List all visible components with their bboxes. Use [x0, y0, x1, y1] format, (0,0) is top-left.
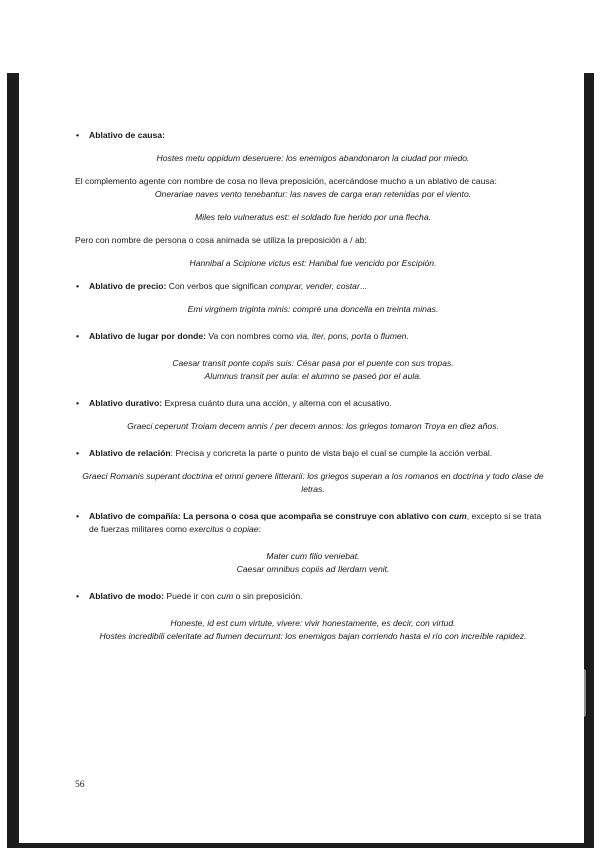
example-sentence: Hannibal a Scipione victus est: Hanibal fue vencido por Escipión.	[189, 258, 437, 268]
section-description: Va con nombres como	[205, 331, 297, 341]
section-description: .	[406, 331, 409, 341]
bullet-dot-icon: •	[76, 281, 80, 291]
section-description-italic: copiae	[233, 524, 259, 534]
viewer-left-edge	[7, 73, 19, 848]
section-description: o	[223, 524, 234, 534]
section-description-italic: cum	[449, 511, 467, 521]
section-description: Con verbos que significan	[166, 281, 271, 291]
body-paragraph: El complemento agente con nombre de cosa no lleva preposición, acercándose mucho a un ablativo de causa:	[75, 176, 497, 186]
section-description-italic: cum	[217, 591, 234, 601]
section-description: o	[371, 331, 381, 341]
bullet-dot-icon: •	[76, 331, 80, 341]
section-durativo	[75, 397, 551, 410]
page-content	[75, 129, 551, 643]
section-modo	[75, 590, 551, 603]
section-precio	[75, 280, 551, 293]
bullet-dot-icon: •	[76, 130, 80, 140]
section-relacion	[75, 447, 551, 460]
example-sentence: Hostes incredibili celeritate ad flumen decurrunt: los enemigos bajan corriendo hasta el río con increíble rapidez.	[99, 631, 527, 641]
example-sentence: Caesar omnibus copiis ad Ilerdam venit.	[236, 564, 390, 574]
section-description: La persona o cosa que acompaña se construye con ablativo con	[180, 511, 450, 521]
example-sentence: Alumnus transit per aula: el alumno se paseó por el aula.	[204, 371, 422, 381]
example-sentence: Honeste, id est cum virtute, vivere: vivir honestamente, es decir, con virtud.	[170, 618, 456, 628]
bullet-dot-icon: •	[76, 448, 80, 458]
example-sentence: Onerariae naves vento tenebantur: las naves de carga eran retenidas por el viento.	[154, 189, 472, 199]
example-sentence: Graeci ceperunt Troiam decem annis / per decem annos: los griegos tomaron Troya en diez años.	[127, 421, 499, 431]
section-description: , excepto si se trata de fuerzas militares como	[89, 511, 542, 534]
example-sentence: Graeci Romanis superant doctrina et omni genere litterarii: los griegos superan a los romanos en doctrina y todo clase de letras.	[82, 471, 544, 494]
section-description-italic: exercitus	[189, 524, 224, 534]
section-description: ...	[359, 281, 368, 291]
example-sentence: Mater cum filio veniebat.	[266, 551, 360, 561]
bullet-dot-icon: •	[76, 591, 80, 601]
section-title: Ablativo de causa:	[89, 130, 165, 140]
section-title: Ablativo de compañía:	[89, 511, 181, 521]
bullet-dot-icon: •	[76, 511, 80, 521]
section-compania	[75, 510, 551, 536]
section-description: :	[258, 524, 261, 534]
section-title: Ablativo de precio:	[89, 281, 167, 291]
viewer-top-band	[0, 0, 600, 73]
section-title: Ablativo de lugar por donde:	[89, 331, 206, 341]
example-sentence: Hostes metu oppidum deseruere: los enemigos abandonaron la ciudad por miedo.	[156, 153, 470, 163]
section-description: : Precisa y concreta la parte o punto de vista bajo el cual se cumple la acción verbal.	[170, 448, 493, 458]
example-sentence: Miles telo vulneratus est: el soldado fue herido por una flecha.	[195, 212, 431, 222]
section-description: Expresa cuánto dura una acción, y alterna con el acusativo.	[162, 398, 392, 408]
section-description: Puede ir con	[163, 591, 217, 601]
section-causa	[75, 129, 551, 142]
example-sentence: Emi virginem triginta minis: compré una doncella en treinta minas.	[187, 304, 439, 314]
body-paragraph: Pero con nombre de persona o cosa animada se utiliza la preposición a / ab:	[75, 235, 367, 245]
bullet-dot-icon: •	[76, 398, 80, 408]
section-description-italic: via, iter, pons, porta	[296, 331, 372, 341]
document-page	[19, 73, 584, 843]
section-title: Ablativo de relación	[89, 448, 171, 458]
section-title: Ablativo durativo:	[89, 398, 163, 408]
section-description-italic: flumen	[380, 331, 407, 341]
example-sentence: Caesar transit ponte copiis suis: César pasa por el puente con sus tropas.	[172, 358, 454, 368]
viewer-scrollbar-track[interactable]	[584, 73, 594, 848]
section-description-italic: comprar, vender, costar	[270, 281, 360, 291]
viewer-bottom-edge	[19, 843, 584, 848]
section-title: Ablativo de modo:	[89, 591, 164, 601]
section-lugar	[75, 330, 551, 343]
page-number: 56	[75, 780, 85, 790]
section-description: o sin preposición.	[233, 591, 303, 601]
